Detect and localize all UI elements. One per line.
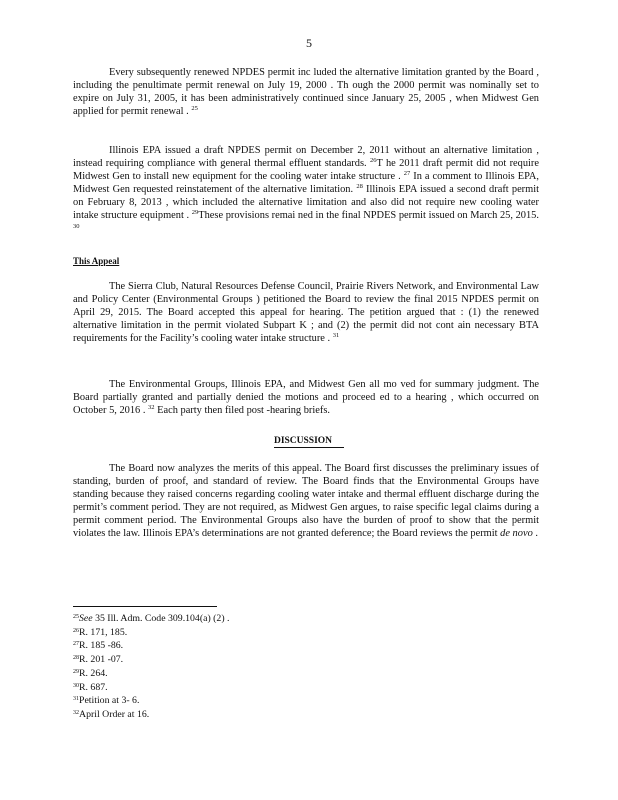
- footnote-25: [73, 612, 473, 626]
- footnote-text: Petition at 3- 6.: [79, 695, 140, 707]
- paragraph-text: In a comment to Illinois EPA, Midwest Gen requested reinstatement of the alternative limitation.: [73, 171, 539, 196]
- footnote-32: [73, 708, 473, 722]
- footnote-ref: 28: [356, 183, 363, 191]
- footnote-27: [73, 639, 473, 653]
- paragraph-text: The Sierra Club, Natural Resources Defense Council, Prairie Rivers Network, and Environmental Law and Policy Center (Environmental Groups ) petitioned the Board to review the final 2015 NPDES permit on April 29, 2015. The Board accepted this appeal for hearing. The petition argued that : (1) the renewed alternative limitation in the permit violated Subpart K ; and (2) the permit did not cont ain necessary BTA requirements for the Facility’s cooling water intake structure .: [73, 281, 539, 345]
- footnote-29: [73, 667, 473, 681]
- paragraph-text: The Environmental Groups, Illinois EPA, and Midwest Gen all mo ved for summary judgment. The Board partially granted and partially denied the motions and proceed ed to a hearing , which occurred on October 5, 2016 .: [73, 379, 539, 417]
- footnote-text: R. 201 -07.: [79, 654, 124, 666]
- footnote-26: [73, 626, 473, 640]
- footnote-text: R. 687.: [79, 681, 108, 693]
- footnote-ref: 30: [73, 222, 80, 230]
- footnote-number: 31: [73, 696, 79, 703]
- paragraph-text: These provisions remai ned in the final NPDES permit issued on March 25, 2015.: [198, 210, 539, 222]
- paragraph-text: The Board now analyzes the merits of this appeal. The Board first discusses the preliminary issues of standing, burden of proof, and standard of review. The Board finds that the Environmental Groups have standing because they raised concerns regarding cooling water intake and thermal effluent discharge during the permit’s comment period. They are not required, as Midwest Gen argues, to raise specific legal claims during a permit comment period. The Environmental Groups also have the burden of proof to show that the permit violates the law. Illinois EPA’s determinations are not granted deference; the Board reviews the permit: [73, 463, 539, 540]
- footnote-number: 28: [73, 655, 79, 662]
- footnote-ref: 26: [369, 157, 377, 165]
- paragraph-text: T he 2011 draft permit did not require Midwest Gen to install new equipment for the cooling water intake structure .: [73, 158, 539, 183]
- footnote-28: [73, 653, 473, 667]
- paragraph-text: Every subsequently renewed NPDES permit inc luded the alternative limitation granted by the Board , including the penultimate permit renewal on July 19, 2000 . Th ough the 2000 permit was nominally set to expire on July 31, 2005, it has been administratively continued since January 25, 2005 , when Midwest Gen applied for permit renewal .: [73, 67, 539, 118]
- paragraph-text: Illinois EPA issued a draft NPDES permit on December 2, 2011 without an alternative limitation , instead requiring compliance with general thermal effluent standards.: [73, 145, 539, 170]
- paragraph-discussion: [73, 462, 539, 541]
- footnote-text: R. 171, 185.: [79, 626, 128, 638]
- footnote-number: 29: [73, 668, 79, 675]
- footnote-italic: See: [79, 613, 93, 624]
- section-heading-discussion: [0, 436, 618, 448]
- page-number: 5: [306, 36, 312, 50]
- paragraph-draft-permit: [73, 144, 539, 236]
- footnote-number: 27: [73, 641, 79, 648]
- paragraph-text: Each party then filed post -hearing briefs.: [157, 405, 330, 417]
- footnote-ref: 32: [148, 404, 155, 412]
- footnote-ref: 29: [191, 209, 199, 217]
- footnote-ref: 31: [332, 332, 340, 340]
- footnote-number: 30: [73, 682, 79, 689]
- footnote-number: 32: [73, 709, 79, 716]
- footnote-number: 25: [73, 614, 79, 620]
- paragraph-end: .: [535, 528, 538, 540]
- paragraph-summary-judgment: [73, 378, 539, 417]
- footnote-ref: 25: [191, 105, 198, 113]
- footnote-text: 35 Ill. Adm. Code 309.104(a) (2) .: [95, 613, 230, 624]
- paragraph-permit-history: [73, 66, 539, 118]
- footnote-number: 26: [73, 627, 79, 634]
- footnote-text: R. 185 -86.: [79, 640, 124, 652]
- footnote-text: R. 264.: [79, 667, 108, 679]
- footnote-31: [73, 694, 473, 708]
- footnotes: [73, 612, 473, 722]
- paragraph-petition: [73, 280, 539, 345]
- footnote-divider: [73, 606, 217, 607]
- discussion-heading-text: DISCUSSION: [274, 436, 344, 448]
- footnote-30: [73, 681, 473, 695]
- footnote-text: April Order at 16.: [79, 708, 150, 720]
- paragraph-text: Illinois EPA issued a second draft permit on February 8, 2013 , which included the alternative limitation and also did not require new cooling water intake structure equipment .: [73, 184, 539, 222]
- italic-term: de novo: [500, 528, 533, 540]
- footnote-ref: 27: [403, 170, 411, 178]
- section-heading-this-appeal: This Appeal: [73, 256, 120, 266]
